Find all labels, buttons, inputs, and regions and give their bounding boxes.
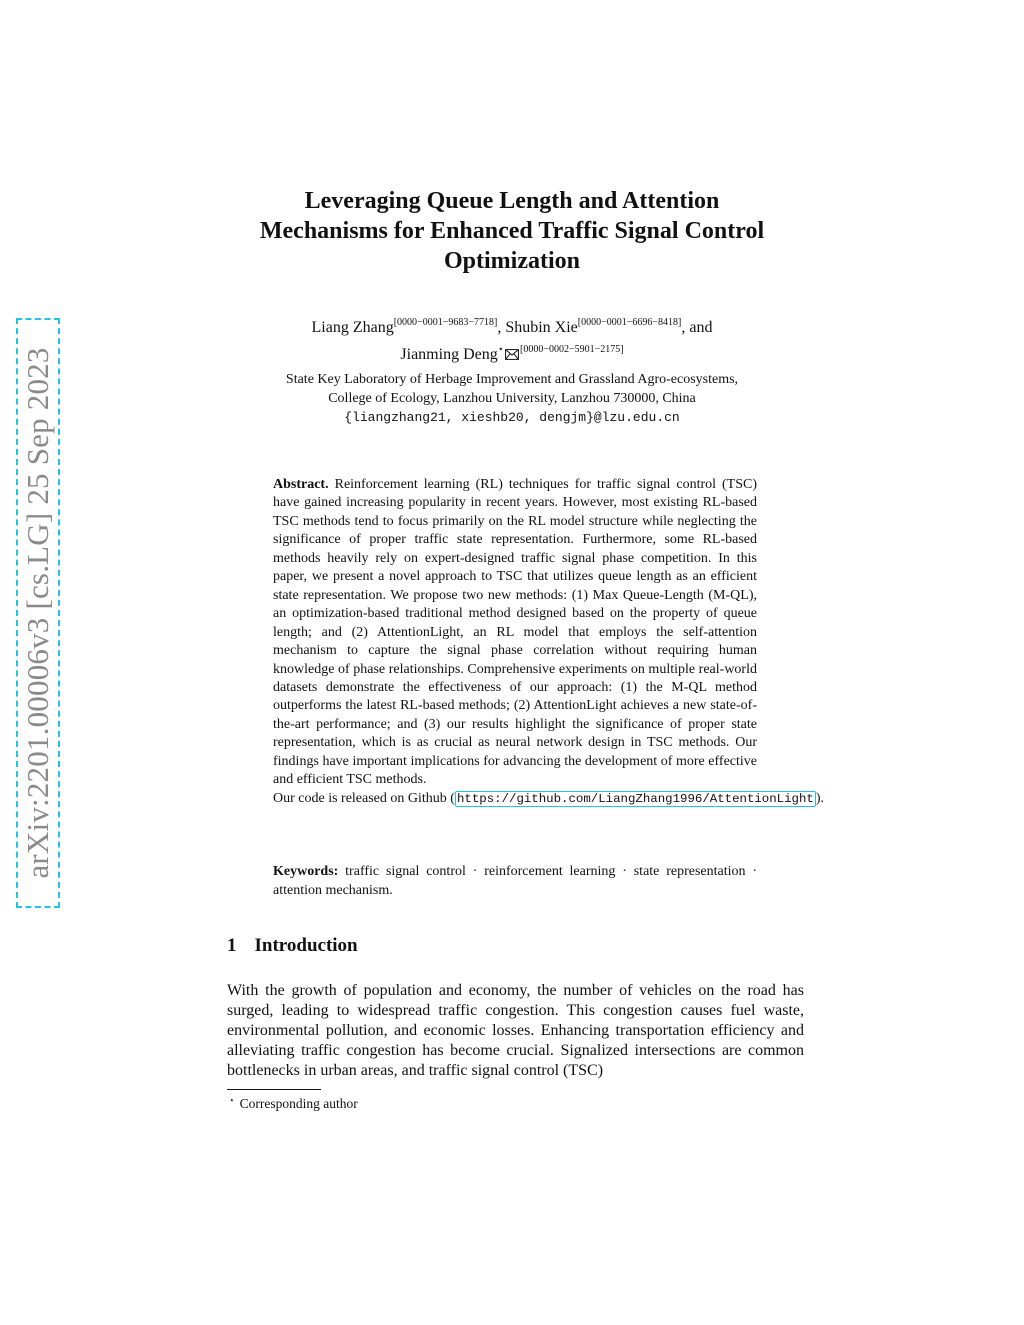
author-name-3: Jianming Deng (400, 346, 498, 363)
abstract-text: Reinforcement learning (RL) techniques for traffic signal control (TSC) have gained increasing popularity in recent years. However, most existing RL-based TSC methods tend to focus primarily on the RL model structure while neglecting the significance of proper traffic state representation. Furthermore, some RL-based methods heavily rely on expert-designed traffic signal phase competition. In this paper, we present a novel approach to TSC that utilizes queue length as an efficient state representation. We propose two new methods: (1) Max Queue-Length (M-QL), an optimization-based traditional method designed based on the property of queue length; and (2) AttentionLight, an RL model that employs the self-attention mechanism to capture the signal phase correlation without requiring human knowledge of phase relationships. Comprehensive experiments on multiple real-world datasets demonstrate the effectiveness of our approach: (1) the M-QL method outperforms the latest RL-based methods; (2) AttentionLight achieves a new state-of-the-art performance; and (3) our results highlight the significance of proper state representation, which is as crucial as neural network design in TSC methods. Our findings have important implications for advancing the development of more effective and efficient TSC methods. (273, 477, 758, 788)
authors-line-1 (0, 312, 1024, 339)
section-number: 1 (227, 935, 237, 956)
footnote (229, 1095, 358, 1112)
title-line-1: Leveraging Queue Length and Attention (304, 188, 720, 214)
section-heading-introduction (227, 935, 358, 957)
keywords (273, 863, 757, 900)
affiliation-line-2: College of Ecology, Lanzhou University, Lanzhou 730000, China (328, 391, 696, 406)
section-title: Introduction (254, 935, 358, 956)
author-emails: {liangzhang21, xieshb20, dengjm}@lzu.edu.cn (344, 410, 680, 425)
author-name-2: Shubin Xie (505, 319, 578, 336)
code-availability-line (273, 790, 825, 808)
author-orcid-1: [0000−0001−9683−7718] (393, 317, 498, 328)
affiliation (0, 370, 1024, 427)
authors-line-2 (0, 339, 1024, 366)
abstract (273, 476, 825, 808)
author-name-1: Liang Zhang (311, 319, 394, 336)
author-list (0, 312, 1024, 366)
author-separator-2: , and (681, 319, 713, 336)
introduction-paragraph: With the growth of population and economy, the number of vehicles on the road has surged, leading to widespread traffic congestion. This congestion causes fuel waste, environmental pollution, and economic losses. Enhancing transportation efficiency and alleviating traffic congestion has become crucial. Signalized intersections are common bottlenecks in urban areas, and traffic signal control (TSC) (227, 982, 804, 1079)
keywords-label: Keywords: (273, 864, 339, 879)
author-separator-1: , (497, 319, 506, 336)
code-suffix: ). (815, 790, 825, 806)
arxiv-identifier-text: arXiv:2201.00006v3 [cs.LG] 25 Sep 2023 (20, 347, 55, 879)
title-line-3: Optimization (444, 248, 580, 274)
footnote-mark: ⋆ (229, 1095, 235, 1105)
keywords-text: traffic signal control · reinforcement learning · state representation · attention mechanism. (273, 864, 758, 898)
footnote-text: Corresponding author (239, 1096, 358, 1111)
author-orcid-2: [0000−0001−6696−8418] (577, 317, 682, 328)
envelope-icon (505, 349, 519, 360)
author-orcid-3: [0000−0002−5901−2175] (520, 344, 624, 355)
github-link[interactable]: https://github.com/LiangZhang1996/AttentionLight (456, 791, 814, 806)
title-line-2: Mechanisms for Enhanced Traffic Signal Control (259, 218, 765, 244)
corresponding-author-mark: ⋆ (497, 344, 504, 355)
affiliation-line-1: State Key Laboratory of Herbage Improvement and Grassland Agro-ecosystems, (285, 372, 739, 387)
footnote-divider (227, 1089, 321, 1090)
code-prefix: Our code is released on Github ( (273, 790, 455, 806)
paper-title (0, 186, 1024, 276)
abstract-label: Abstract. (273, 477, 329, 492)
